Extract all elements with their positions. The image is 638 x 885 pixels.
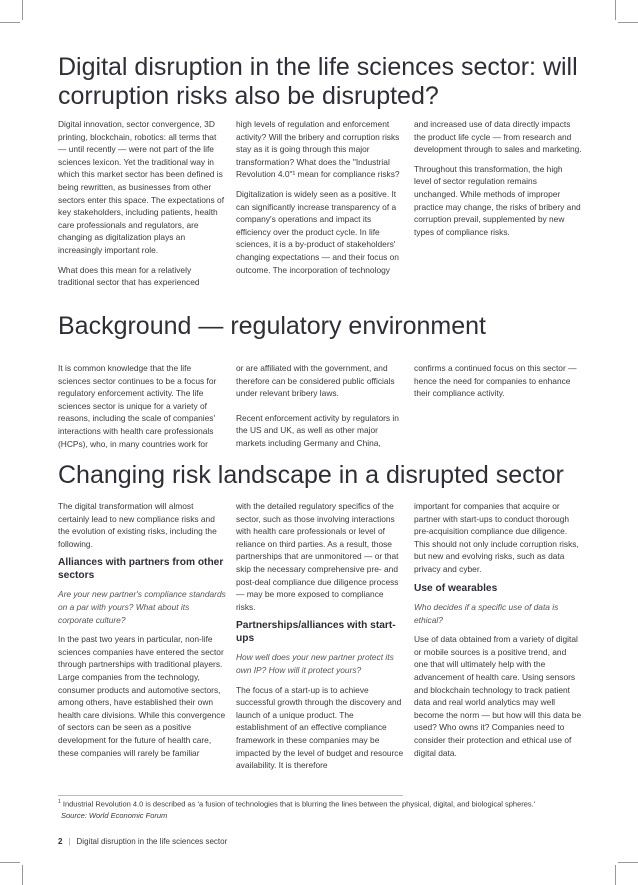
paragraph: Recent enforcement activity by regulators in the US and UK, as well as other major markets including Germany and China, <box>236 412 399 448</box>
footnote-marker: 1 <box>58 799 61 805</box>
section2-column-2 <box>236 362 404 457</box>
paragraph: Throughout this transformation, the high level of sector regulation remains unchanged. While methods of improper practice may change, the risks of bribery and corruption prevail, supplemented by new types of compliance risks. <box>414 163 581 237</box>
crop-mark <box>618 862 638 863</box>
page-footer <box>58 837 227 846</box>
subheading-alliances: Alliances with partners from other sectors <box>58 557 224 581</box>
footer-separator: | <box>68 837 71 846</box>
section1-column-2 <box>236 118 404 283</box>
crop-mark <box>615 865 616 885</box>
footer-title: Digital disruption in the life sciences sector <box>76 837 228 846</box>
paragraph: with the detailed regulatory specifics of the sector, such as those involving interactions with health care professionals or level of reliance on third parties. As a result, those partnerships that are unmonitored — or that skip the necessary comprehensive pre- and post-deal compliance due diligence process — may be more exposed to compliance risks. <box>236 501 399 612</box>
section1-column-3 <box>414 118 582 245</box>
paragraph: Use of data obtained from a variety of digital or mobile sources is a positive trend, and one that will ultimately help with the advancement of health care. Using sensors and blockchain technology to track patient data and real world analytics may well become the norm — but how will this data be used? Who owns it? Companies need to consider their protection and ethical use of digital data. <box>414 634 582 758</box>
paragraph: The focus of a start-up is to achieve successful growth through the discovery and launch of a unique product. The establishment of an effective compliance framework in these companies may be impacted by the level of budget and resource availability. It is therefore <box>236 684 404 771</box>
crop-mark <box>22 865 23 885</box>
paragraph: Digitalization is widely seen as a positive. It can significantly increase transparency of a company's operations and impact its efficiency over the product cycle. In life sciences, it is a by-product of stakeholders' changing expectations — and their focus on outcome. The incorporation of technology <box>236 188 399 275</box>
paragraph: or are affiliated with the government, and therefore can be considered public officials under relevant bribery laws. <box>236 363 395 399</box>
paragraph: In the past two years in particular, non-life sciences companies have entered the sector through partnerships with traditional players. Large companies from the technology, consumer products and automotive sectors, among others, have established their own health care divisions. While this convergence of sectors can be seen as a positive development for the future of health care, these companies will rarely be familiar <box>58 634 226 758</box>
section-title-background: Background — regulatory environment <box>58 312 487 340</box>
section-title-digital-disruption: Digital disruption in the life sciences sector: will corruption risks also be disrupted? <box>58 53 578 110</box>
paragraph: The digital transformation will almost certainly lead to new compliance risks and the evolution of existing risks, including the following. <box>58 501 217 549</box>
footnote-text: Industrial Revolution 4.0 is described as 'a fusion of technologies that is blurring the lines between the physical, digital, and biological spheres.' <box>62 799 536 809</box>
section-title-changing-risk-landscape: Changing risk landscape in a disrupted sector <box>58 461 564 489</box>
question: Are your new partner's compliance standards on a par with yours? What about its corporate culture? <box>58 589 226 625</box>
crop-mark <box>22 0 23 20</box>
paragraph: and increased use of data directly impacts the product life cycle — from research and development through to sales and marketing. <box>414 119 582 155</box>
section3-column-3 <box>414 500 582 766</box>
paragraph: confirms a continued focus on this sector — hence the need for companies to enhance their compliance activity. <box>414 363 577 399</box>
paragraph: It is common knowledge that the life sciences sector continues to be a focus for regulatory enforcement activity. The life sciences sector is unique for a variety of reasons, including the scale of companies' interactions with health care professionals (HCPs), who, in many countries work for <box>58 363 217 449</box>
crop-mark <box>615 0 616 20</box>
section3-column-1 <box>58 500 226 766</box>
crop-mark <box>0 862 20 863</box>
page-number: 2 <box>58 837 63 846</box>
paragraph: What does this mean for a relatively traditional sector that has experienced <box>58 264 200 288</box>
footnote-divider <box>58 795 403 796</box>
paragraph: important for companies that acquire or partner with start-ups to conduct thorough pre-acquisition compliance due diligence. This should not only include corruption risks, but new and evolving risks, such as data privacy and cyber. <box>414 501 579 574</box>
subheading-wearables: Use of wearables <box>414 582 498 594</box>
section2-column-3 <box>414 362 582 407</box>
question: Who decides if a specific use of data is ethical? <box>414 602 559 625</box>
section3-column-2 <box>236 500 404 779</box>
crop-mark <box>618 22 638 23</box>
paragraph: high levels of regulation and enforcement activity? Will the bribery and corruption risks stay as it is going through this major transformation? What does the "Industrial Revolution 4.0"¹ mean for compliance risks? <box>236 119 400 180</box>
paragraph: Digital innovation, sector convergence, 3D printing, blockchain, robotics: all terms that — until recently — were not part of the life sciences lexicon. Yet the traditional way in which this market sector has been defined is being rewritten, as businesses from other sectors enter this space. The expectations of key stakeholders, including patients, health care professionals and regulators, are changing as digitalization plays an increasingly important role. <box>58 119 225 255</box>
question: How well does your new partner protect its own IP? How will it protect yours? <box>236 652 394 675</box>
footnote-source: Source: World Economic Forum <box>61 810 168 820</box>
section2-column-1 <box>58 362 226 457</box>
footnote <box>58 797 598 821</box>
section1-column-1 <box>58 118 226 296</box>
crop-mark <box>0 22 20 23</box>
subheading-startups: Partnerships/alliances with start-ups <box>236 620 396 644</box>
